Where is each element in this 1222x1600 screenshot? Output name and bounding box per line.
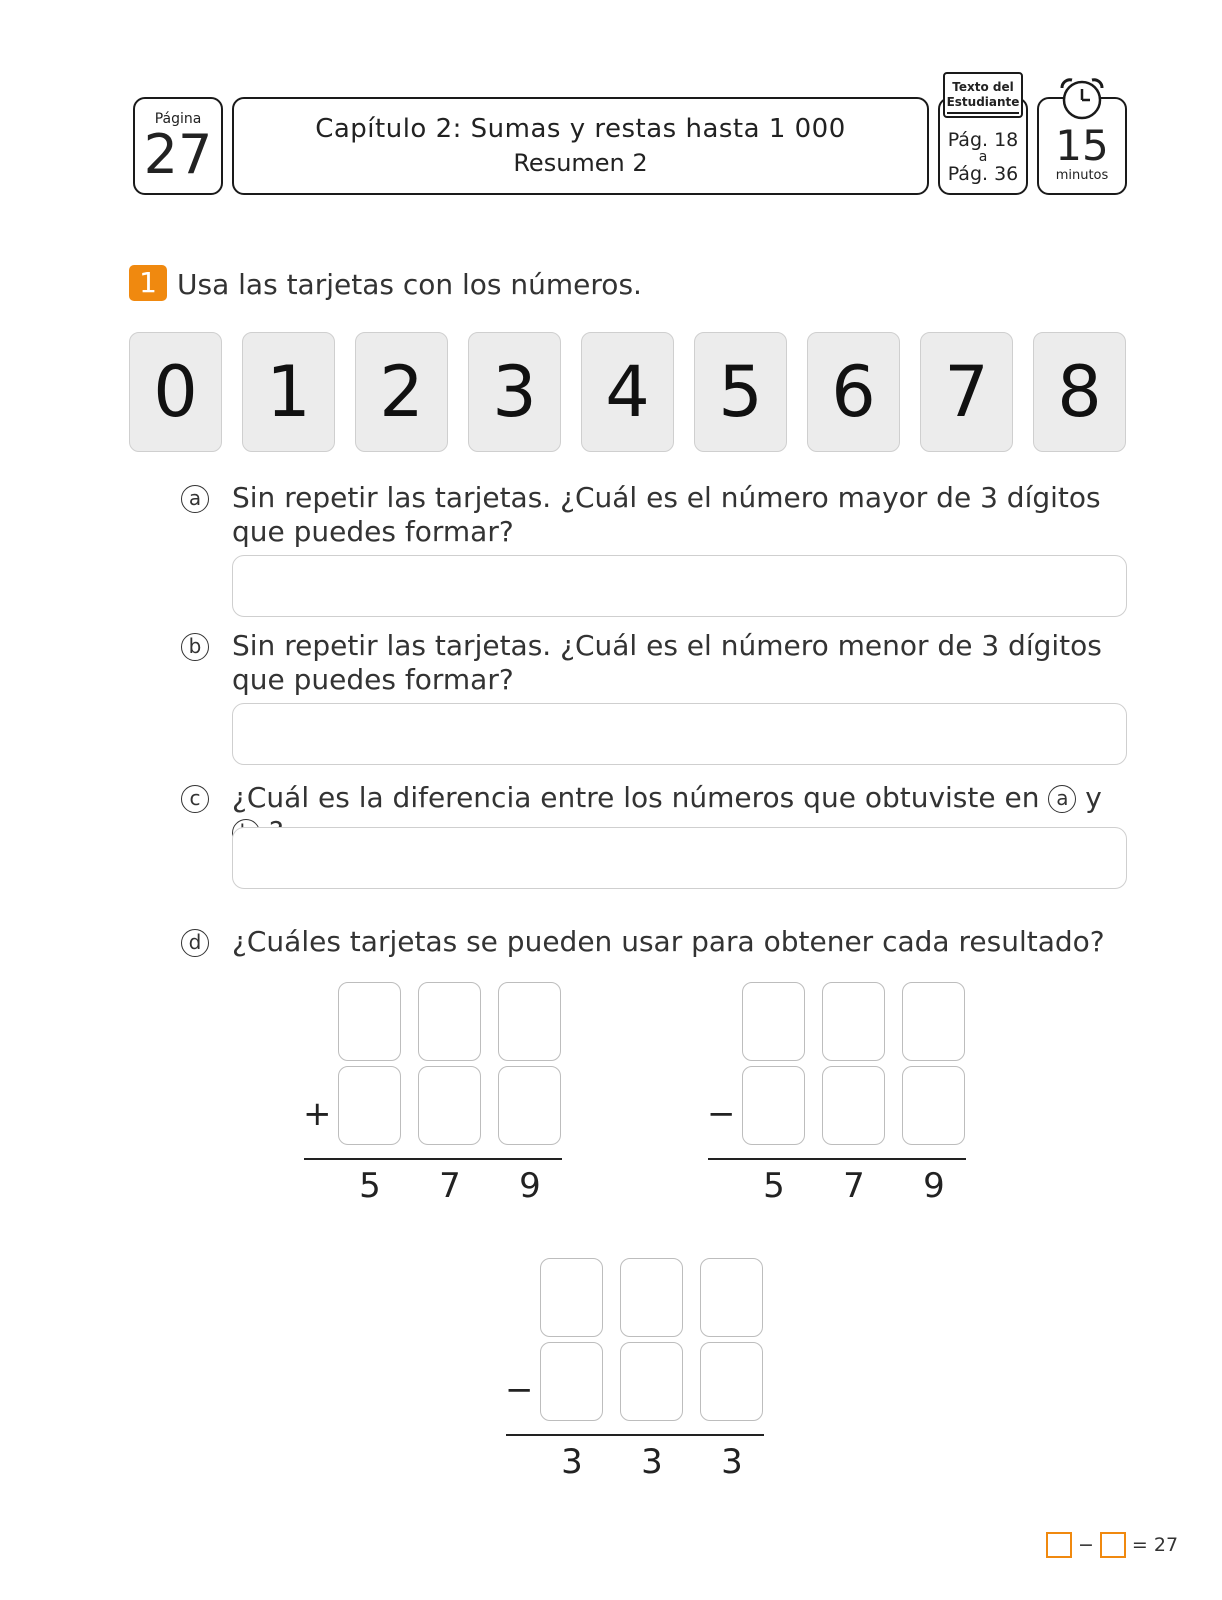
result-digit: 7	[843, 1166, 865, 1206]
answer-field-b[interactable]	[232, 703, 1127, 765]
result-digit: 9	[923, 1166, 945, 1206]
number-card-6: 6	[807, 332, 900, 452]
subquestion-d-text: ¿Cuáles tarjetas se pueden usar para obtener cada resultado?	[232, 925, 1105, 958]
result-digit: 7	[439, 1166, 461, 1206]
time-value: 15	[1055, 120, 1109, 170]
pages-from: Pág. 18	[947, 129, 1019, 151]
digit-slot[interactable]	[498, 982, 561, 1061]
question-title: Usa las tarjetas con los números.	[177, 268, 642, 301]
book-label-line1: Texto del	[952, 80, 1014, 94]
number-card-0: 0	[129, 332, 222, 452]
digit-slot[interactable]	[540, 1342, 603, 1421]
footer-equals: = 27	[1131, 1534, 1179, 1556]
sum-line	[304, 1158, 562, 1160]
result-digit: 9	[519, 1166, 541, 1206]
marker-a: a	[181, 485, 209, 513]
pages-to: Pág. 36	[947, 163, 1019, 185]
footer-page-equation	[1046, 1532, 1178, 1558]
digit-slot[interactable]	[540, 1258, 603, 1337]
footer-box-icon	[1100, 1532, 1126, 1558]
digit-slot[interactable]	[338, 982, 401, 1061]
minus-sign: −	[707, 1094, 736, 1134]
result-digit: 3	[641, 1442, 663, 1482]
page-number-box	[133, 97, 223, 195]
number-card-3: 3	[468, 332, 561, 452]
minus-sign: −	[505, 1370, 534, 1410]
number-card-5: 5	[694, 332, 787, 452]
page-label: Página	[154, 111, 202, 127]
digit-slot[interactable]	[498, 1066, 561, 1145]
digit-slot[interactable]	[822, 1066, 885, 1145]
number-card-7: 7	[920, 332, 1013, 452]
footer-minus: −	[1078, 1534, 1094, 1556]
digit-slot[interactable]	[700, 1258, 763, 1337]
answer-field-c[interactable]	[232, 827, 1127, 889]
subquestion-b-text: Sin repetir las tarjetas. ¿Cuál es el número menor de 3 dígitos que puedes formar?	[232, 629, 1102, 696]
digit-slot[interactable]	[700, 1342, 763, 1421]
subquestion-c-text-mid: y	[1085, 781, 1102, 814]
digit-slot[interactable]	[418, 982, 481, 1061]
digit-slot[interactable]	[902, 1066, 965, 1145]
book-label-line2: Estudiante	[946, 95, 1020, 109]
chapter-title-box	[232, 97, 929, 195]
number-card-1: 1	[242, 332, 335, 452]
digit-slot[interactable]	[418, 1066, 481, 1145]
marker-b: b	[181, 633, 209, 661]
alarm-clock-icon	[1056, 76, 1108, 124]
marker-c: c	[181, 785, 209, 813]
marker-d: d	[181, 929, 209, 957]
page-number: 27	[143, 123, 213, 186]
digit-slot[interactable]	[620, 1342, 683, 1421]
time-unit: minutos	[1055, 167, 1109, 183]
answer-field-a[interactable]	[232, 555, 1127, 617]
chapter-title: Capítulo 2: Sumas y restas hasta 1 000	[315, 114, 846, 144]
result-digit: 3	[561, 1442, 583, 1482]
result-digit: 5	[763, 1166, 785, 1206]
digit-slot[interactable]	[822, 982, 885, 1061]
digit-slot[interactable]	[620, 1258, 683, 1337]
number-card-2: 2	[355, 332, 448, 452]
result-digit: 5	[359, 1166, 381, 1206]
book-icon	[943, 72, 1023, 118]
subquestion-c-text-before: ¿Cuál es la diferencia entre los números que obtuviste en	[232, 781, 1040, 814]
plus-sign: +	[303, 1094, 332, 1134]
number-card-8: 8	[1033, 332, 1126, 452]
pages-a: a	[978, 149, 988, 165]
digit-slot[interactable]	[902, 982, 965, 1061]
footer-box-icon	[1046, 1532, 1072, 1558]
digit-slot[interactable]	[338, 1066, 401, 1145]
subquestion-a-text: Sin repetir las tarjetas. ¿Cuál es el número mayor de 3 dígitos que puedes formar?	[232, 481, 1101, 548]
difference-line	[708, 1158, 966, 1160]
result-digit: 3	[721, 1442, 743, 1482]
chapter-subtitle: Resumen 2	[513, 149, 648, 177]
digit-slot[interactable]	[742, 982, 805, 1061]
question-number-badge: 1	[129, 265, 167, 301]
difference-line	[506, 1434, 764, 1436]
ref-marker-a: a	[1048, 785, 1076, 813]
number-card-4: 4	[581, 332, 674, 452]
digit-slot[interactable]	[742, 1066, 805, 1145]
